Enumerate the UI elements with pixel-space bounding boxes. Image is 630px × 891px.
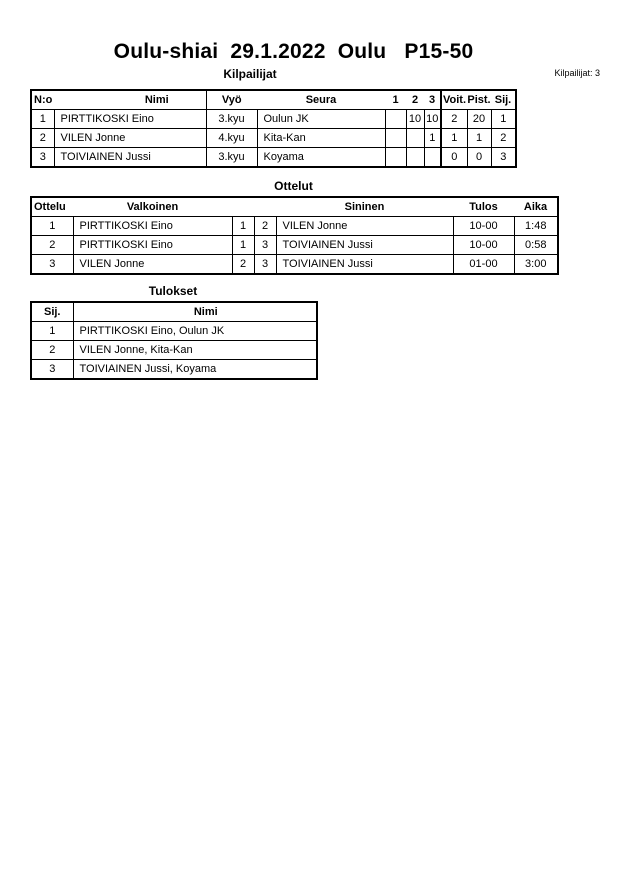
competitor-number: 3 <box>31 148 54 168</box>
wins-value: 1 <box>441 129 467 148</box>
table-row <box>31 360 317 380</box>
place-value: 2 <box>491 129 516 148</box>
round2-score <box>406 129 424 148</box>
blue-player-name: TOIVIAINEN Jussi <box>276 255 453 275</box>
column-header-white: Valkoinen <box>73 197 232 217</box>
results-header-row <box>31 302 317 322</box>
match-score: 10-00 <box>453 236 514 255</box>
table-row <box>31 129 516 148</box>
match-time: 0:58 <box>514 236 558 255</box>
blue-player-number: 2 <box>254 217 276 236</box>
match-time: 1:48 <box>514 217 558 236</box>
table-row <box>31 236 558 255</box>
column-header-club: Seura <box>257 90 385 110</box>
column-header-match: Ottelu <box>31 197 73 217</box>
match-score: 01-00 <box>453 255 514 275</box>
page-title: Oulu-shiai 29.1.2022 Oulu P15-50 <box>113 40 474 63</box>
result-name: TOIVIAINEN Jussi, Koyama <box>73 360 317 380</box>
column-header-name: Nimi <box>54 90 206 110</box>
competitors-header-row <box>31 90 516 110</box>
round1-score <box>385 129 406 148</box>
round1-score <box>385 148 406 168</box>
round2-score: 10 <box>406 110 424 129</box>
white-player-number: 1 <box>232 217 254 236</box>
round3-score <box>424 148 441 168</box>
competitors-section-title: Kilpailijat <box>223 67 277 81</box>
place-value: 3 <box>491 148 516 168</box>
competitor-belt: 4.kyu <box>206 129 257 148</box>
table-row <box>31 217 558 236</box>
column-header-round2: 2 <box>406 90 424 110</box>
points-value: 1 <box>467 129 491 148</box>
column-header-place: Sij. <box>31 302 73 322</box>
column-header-spacer2 <box>254 197 276 217</box>
column-header-time: Aika <box>514 197 558 217</box>
column-header-no: N:o <box>31 90 54 110</box>
competitor-name: PIRTTIKOSKI Eino <box>54 110 206 129</box>
column-header-wins: Voit. <box>441 90 467 110</box>
column-header-blue: Sininen <box>276 197 453 217</box>
column-header-round1: 1 <box>385 90 406 110</box>
competitor-club: Kita-Kan <box>257 129 385 148</box>
matches-header-row <box>31 197 558 217</box>
column-header-spacer1 <box>232 197 254 217</box>
column-header-place: Sij. <box>491 90 516 110</box>
blue-player-name: TOIVIAINEN Jussi <box>276 236 453 255</box>
results-table <box>30 301 318 380</box>
match-number: 3 <box>31 255 73 275</box>
blue-player-number: 3 <box>254 236 276 255</box>
competitor-club: Oulun JK <box>257 110 385 129</box>
result-place: 2 <box>31 341 73 360</box>
competitors-table <box>30 89 517 168</box>
table-row <box>31 341 317 360</box>
matches-section-title: Ottelut <box>274 179 313 193</box>
match-number: 2 <box>31 236 73 255</box>
result-place: 1 <box>31 322 73 341</box>
round3-score: 1 <box>424 129 441 148</box>
column-header-points: Pist. <box>467 90 491 110</box>
white-player-name: VILEN Jonne <box>73 255 232 275</box>
competitor-belt: 3.kyu <box>206 110 257 129</box>
competitor-name: VILEN Jonne <box>54 129 206 148</box>
competitor-name: TOIVIAINEN Jussi <box>54 148 206 168</box>
match-number: 1 <box>31 217 73 236</box>
results-section-title: Tulokset <box>148 284 198 298</box>
table-row <box>31 148 516 168</box>
wins-value: 2 <box>441 110 467 129</box>
column-header-score: Tulos <box>453 197 514 217</box>
wins-value: 0 <box>441 148 467 168</box>
column-header-round3: 3 <box>424 90 441 110</box>
match-score: 10-00 <box>453 217 514 236</box>
competitors-count: Kilpailijat: 3 <box>554 68 600 78</box>
round2-score <box>406 148 424 168</box>
table-row <box>31 322 317 341</box>
white-player-name: PIRTTIKOSKI Eino <box>73 236 232 255</box>
competitor-belt: 3.kyu <box>206 148 257 168</box>
blue-player-number: 3 <box>254 255 276 275</box>
place-value: 1 <box>491 110 516 129</box>
blue-player-name: VILEN Jonne <box>276 217 453 236</box>
column-header-name: Nimi <box>73 302 317 322</box>
result-name: PIRTTIKOSKI Eino, Oulun JK <box>73 322 317 341</box>
points-value: 0 <box>467 148 491 168</box>
white-player-number: 1 <box>232 236 254 255</box>
white-player-number: 2 <box>232 255 254 275</box>
table-row <box>31 255 558 275</box>
result-place: 3 <box>31 360 73 380</box>
table-row <box>31 110 516 129</box>
points-value: 20 <box>467 110 491 129</box>
matches-table <box>30 196 559 275</box>
round1-score <box>385 110 406 129</box>
white-player-name: PIRTTIKOSKI Eino <box>73 217 232 236</box>
competitor-number: 2 <box>31 129 54 148</box>
competitor-number: 1 <box>31 110 54 129</box>
column-header-belt: Vyö <box>206 90 257 110</box>
competitor-club: Koyama <box>257 148 385 168</box>
result-name: VILEN Jonne, Kita-Kan <box>73 341 317 360</box>
round3-score: 10 <box>424 110 441 129</box>
match-time: 3:00 <box>514 255 558 275</box>
